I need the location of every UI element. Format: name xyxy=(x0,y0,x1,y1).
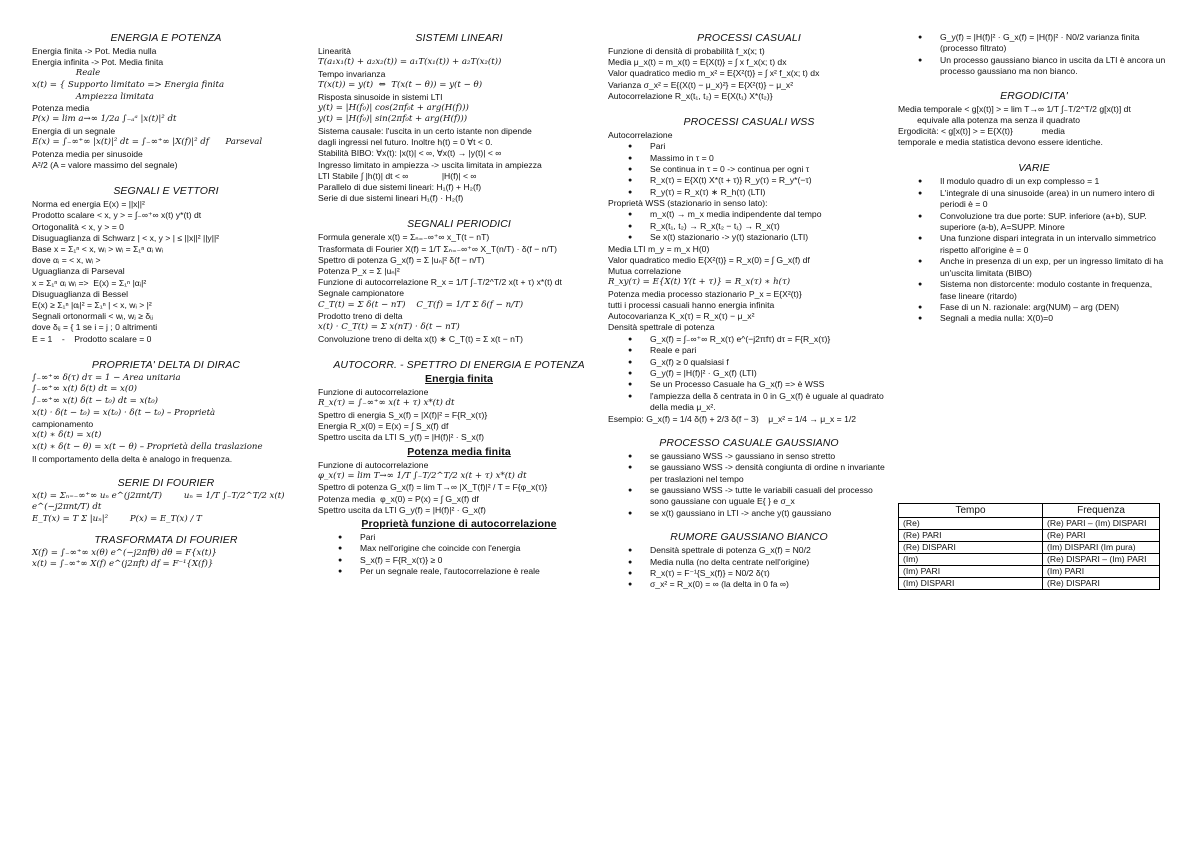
bullet-item: ● Media nulla (no delta centrate nell'origine) xyxy=(608,557,890,568)
section xyxy=(318,32,600,204)
text-line: Spettro di energia S_x(f) = |X(f)|² = F{R_x(τ)} xyxy=(318,410,488,421)
text-line: Parallelo di due sistemi lineari: H₁(f) + H₂(f) xyxy=(318,182,482,192)
formula-line: R_xy(τ) = E{X(t) Y(t + τ)} = R_x(τ) ∗ h(τ) xyxy=(608,277,791,288)
text-line: Risposta sinusoide in sistemi LTI xyxy=(318,91,443,102)
formula-line: φ_x(τ) = lim T→∞ 1/T ∫₋T/2^T/2 x(t + τ) x*(t) dt xyxy=(318,470,527,481)
text-line: dagli ingressi nel futuro. Inoltre h(t) = 0 ∀t < 0. xyxy=(318,137,493,148)
bullet-item: ● G_y(f) = |H(f)|² · G_x(f) (LTI) xyxy=(608,368,890,379)
section xyxy=(318,218,600,345)
section xyxy=(608,32,890,102)
section-title: PROCESSI CASUALI WSS xyxy=(683,116,815,129)
table-cell: (Re) DISPARI xyxy=(1043,578,1160,590)
text-line: Prodotto treno di delta xyxy=(318,311,403,322)
bullet-item: ● Pari xyxy=(318,532,600,543)
text-line: Energia di un segnale xyxy=(32,125,116,136)
formula-line: x(t) = { Supporto limitato => Energia finita xyxy=(32,80,225,90)
text-line: Valor quadratico medio E{X²(t)} = R_x(0) = ∫ G_x(f) df xyxy=(608,254,810,265)
text-line: Formula generale x(t) = Σₙ₌₋∞⁺∞ x_T(t − nT) xyxy=(318,232,490,243)
text-line: A²/2 (A = valore massimo del segnale) xyxy=(32,159,178,170)
text-line: E(x) ≥ Σ₁ⁿ |αᵢ|² = Σ₁ⁿ | < x, wᵢ > |² xyxy=(32,300,152,311)
section-title: ENERGIA E POTENZA xyxy=(110,32,222,44)
bullet-item: ● L'integrale di una sinusoide (area) in un numero intero di periodi è = 0 xyxy=(898,188,1170,211)
bullet-item: ● se gaussiano WSS -> tutte le variabili casuali del processo sono gaussiane con uguale E{ } e σ_x xyxy=(608,485,890,508)
text-line: x = Σ₁ⁿ αᵢ wᵢ => E(x) = Σ₁ⁿ |αᵢ|² xyxy=(32,277,147,288)
bullet-item: ● Il modulo quadro di un exp complesso = 1 xyxy=(898,176,1170,187)
column-3 xyxy=(608,32,890,591)
text-line: Media temporale < g[x(t)] > = lim T→∞ 1/T ∫₋T/2^T/2 g[x(t)] dt xyxy=(898,103,1131,114)
text-line: Potenza media φ_x(0) = P(x) = ∫ G_x(f) df xyxy=(318,493,479,504)
section xyxy=(32,477,300,526)
text-line: Funzione di autocorrelazione xyxy=(318,387,429,398)
text-line: dove αᵢ = < x, wᵢ > xyxy=(32,255,101,266)
formula-line: ∫₋∞⁺∞ δ(τ) dτ = 1 − Area unitaria xyxy=(32,372,181,383)
text-line: Linearità xyxy=(318,46,351,56)
formula-line: T(a₁x₁(t) + a₂x₂(t)) = a₁T(x₁(t)) + a₂T(x₂(t)) xyxy=(318,57,502,68)
text-line: Stabilità BIBO: ∀x(t): |x(t)| < ∞, ∀x(t) → |y(t)| < ∞ xyxy=(318,148,502,159)
section-title: AUTOCORR. - SPETTRO DI ENERGIA E POTENZA xyxy=(333,359,585,372)
text-line: Norma ed energia E(x) = ||x||² xyxy=(32,199,145,210)
text-line: Uguaglianza di Parseval xyxy=(32,266,125,277)
formula-line: Reale xyxy=(32,68,101,79)
formula-line: x(t) · δ(t − t₀) = x(t₀) · δ(t − t₀) – Proprietà xyxy=(32,407,216,418)
text-line: Tempo invarianza xyxy=(318,68,386,79)
section xyxy=(898,32,1170,78)
text-line: Proprietà WSS (stazionario in senso lato): xyxy=(608,198,768,209)
table-row xyxy=(899,530,1160,542)
column-4 xyxy=(898,32,1170,325)
text-line: Il comportamento della delta è analogo in frequenza. xyxy=(32,453,233,464)
bullet-item: ● Se un Processo Casuale ha G_x(f) => è WSS xyxy=(608,379,890,390)
text-line: Ergodicità: < g[x(t)] > = E{X(t)} media xyxy=(898,126,1065,137)
formula-line: ∫₋∞⁺∞ x(t) δ(t) dt = x(0) xyxy=(32,384,138,395)
table-cell: (Im) PARI xyxy=(899,566,1043,578)
formula-line: x(t) ∗ δ(t − θ) = x(t − θ) – Proprietà della traslazione xyxy=(32,442,263,452)
text-line: Convoluzione treno di delta x(t) ∗ C_T(t) = Σ x(t − nT) xyxy=(318,334,523,345)
text-line: LTI Stabile ∫ |h(t)| dt < ∞ |H(f)| < ∞ xyxy=(318,170,477,181)
text-line: Autocovarianza K_x(τ) = R_x(τ) − μ_x² xyxy=(608,311,755,322)
table-row xyxy=(899,554,1160,566)
formula-line: ∫₋∞⁺∞ x(t) δ(t − t₀) dt = x(t₀) xyxy=(32,396,159,407)
bullet-item: ● Reale e pari xyxy=(608,345,890,356)
bullet-item: ● Fase di un N. razionale: arg(NUM) – arg (DEN) xyxy=(898,302,1170,313)
bullet-item: ● se gaussiano WSS -> gaussiano in senso stretto xyxy=(608,451,890,462)
text-line: Media μ_x(t) = m_x(t) = E{X(t)} = ∫ x f_x(x; t) dx xyxy=(608,57,787,68)
bullet-item: ● se x(t) gaussiano in LTI -> anche y(t) gaussiano xyxy=(608,508,890,519)
formula-line: y(t) = |H(f₀)| sin(2πf₀t + arg(H(f))) xyxy=(318,114,468,125)
bullet-item: ● se gaussiano WSS -> densità congiunta di ordine n invariante per traslazioni nel tempo xyxy=(608,462,890,485)
section xyxy=(608,531,890,591)
table-cell: (Im) PARI xyxy=(1043,566,1160,578)
subsection-title: Potenza media finita xyxy=(407,445,511,458)
text-line: Spettro di potenza G_x(f) = lim T→∞ |X_T(f)|² / T = F{φ_x(τ)} xyxy=(318,482,548,493)
bullet-item: ● G_y(f) = |H(f)|² · G_x(f) = |H(f)|² · N0/2 varianza finita (processo filtrato) xyxy=(898,32,1170,55)
text-line: Potenza media per sinusoide xyxy=(32,148,143,159)
formula-line: Ampiezza limitata xyxy=(32,91,154,102)
table-header-frequency: Frequenza xyxy=(1043,504,1160,518)
text-line: Trasformata di Fourier X(f) = 1/T Σₙ₌₋∞⁺∞ X_T(n/T) · δ(f − n/T) xyxy=(318,243,557,254)
bullet-item: ● l'ampiezza della δ centrata in 0 in G_x(f) è uguale al quadrato della media μ_x². xyxy=(608,391,890,414)
text-line: Ingresso limitato in ampiezza -> uscita limitata in ampiezza xyxy=(318,159,542,170)
section xyxy=(898,90,1170,149)
text-line: Autocorrelazione R_x(t₁, t₂) = E{X(t₁) X*(t₂)} xyxy=(608,90,773,101)
table-cell: (Re) DISPARI – (Im) PARI xyxy=(1043,554,1160,566)
table-header-time: Tempo xyxy=(899,504,1043,518)
text-line: Densità spettrale di potenza xyxy=(608,322,715,333)
text-line: Segnali ortonormali < wᵢ, wⱼ ≥ δᵢⱼ xyxy=(32,311,154,322)
text-line: Autocorrelazione xyxy=(608,130,673,141)
formula-line: X(f) = ∫₋∞⁺∞ x(θ) e^(−j2πfθ) dθ = F{x(t)} xyxy=(32,547,218,558)
section xyxy=(608,437,890,519)
bullet-item: ● Densità spettrale di potenza G_x(f) = N0/2 xyxy=(608,545,890,556)
section-title: SEGNALI E VETTORI xyxy=(113,185,219,198)
bullet-item: ● R_y(τ) = R_x(τ) ∗ R_h(τ) (LTI) xyxy=(608,187,890,198)
column-2 xyxy=(318,32,600,578)
text-line: Mutua correlazione xyxy=(608,266,682,277)
text-line: Energia infinita -> Pot. Media finita xyxy=(32,57,164,68)
section-title: PROPRIETA' DELTA DI DIRAC xyxy=(91,358,241,371)
section-title: ERGODICITA' xyxy=(1000,89,1068,102)
section xyxy=(32,534,300,571)
text-line: Varianza σ_x² = E{(X(t) − μ_x)²} = E{X²(t)} − μ_x² xyxy=(608,79,794,90)
text-line: tutti i processi casuali hanno energia infinita xyxy=(608,300,775,311)
text-line: Potenza media processo stazionario P_x = E{X²(t)} xyxy=(608,288,802,299)
table-row xyxy=(899,578,1160,590)
bullet-item: ● R_x(τ) = E{X(t) X*(t + τ)} R_y(τ) = R_y*(−τ) xyxy=(608,175,890,186)
formula-line: P(x) = lim a→∞ 1/2a ∫₋ₐᵃ |x(t)|² dt xyxy=(32,114,177,125)
section xyxy=(898,162,1170,324)
bullet-item: ● R_x(t₁, t₂) → R_x(t₂ − t₁) → R_x(τ) xyxy=(608,221,890,232)
table-cell: (Re) PARI xyxy=(1043,530,1160,542)
formula-line: x(t) · C_T(t) = Σ x(nT) · δ(t − nT) xyxy=(318,322,460,333)
subsection-title: Energia finita xyxy=(425,373,493,386)
table-cell: (Im) DISPARI xyxy=(899,578,1043,590)
text-line: Spettro uscita da LTI G_y(f) = |H(f)|² · G_x(f) xyxy=(318,504,486,515)
text-line: Funzione di autocorrelazione xyxy=(318,459,429,470)
text-line: Sistema causale: l'uscita in un certo istante non dipende xyxy=(318,125,532,136)
subsection-title: Proprietà funzione di autocorrelazione xyxy=(361,518,557,531)
text-line: E = 1 - Prodotto scalare = 0 xyxy=(32,333,152,344)
bullet-item: ● S_x(f) = F{R_x(τ)} ≥ 0 xyxy=(318,555,600,566)
text-line: Disuguaglianza di Bessel xyxy=(32,288,129,299)
text-line: Spettro uscita da LTI S_y(f) = |H(f)|² · S_x(f) xyxy=(318,432,484,443)
text-line: campionamento xyxy=(32,419,94,430)
text-line: Energia R_x(0) = E(x) = ∫ S_x(f) df xyxy=(318,421,449,432)
formula-line: x(t) = Σₙ₌₋∞⁺∞ uₙ e^(j2πnt/T) uₙ = 1/T ∫₋T/2^T/2 x(t) e^(−j2πnt/T) dt xyxy=(32,490,288,513)
text-line: Ortogonalità < x, y > = 0 xyxy=(32,221,124,232)
table-cell: (Im) xyxy=(899,554,1043,566)
section xyxy=(318,359,600,577)
text-line: dove δᵢⱼ = { 1 se i = j ; 0 altrimenti xyxy=(32,322,158,333)
section-title: VARIE xyxy=(1018,162,1050,175)
formula-line: E_T(x) = T Σ |uₙ|² P(x) = E_T(x) / T xyxy=(32,513,202,524)
section xyxy=(608,116,890,425)
section xyxy=(32,359,300,465)
bullet-item: ● Un processo gaussiano bianco in uscita da LTI è ancora un processo gaussiano ma non bianco. xyxy=(898,55,1170,78)
table-cell: (Re) DISPARI xyxy=(899,542,1043,554)
text-line: Funzione di densità di probabilità f_x(x; t) xyxy=(608,46,765,56)
text-line: Prodotto scalare < x, y > = ∫₋∞⁺∞ x(t) y*(t) dt xyxy=(32,210,202,221)
bullet-item: ● Per un segnale reale, l'autocorrelazione è reale xyxy=(318,566,600,577)
section-title: SISTEMI LINEARI xyxy=(415,32,503,44)
text-line: Base x = Σ₁ⁿ < x, wᵢ > wᵢ = Σ₁ⁿ αᵢ wᵢ xyxy=(32,244,163,254)
text-line: Energia finita -> Pot. Media nulla xyxy=(32,46,157,56)
bullet-item: ● Anche in presenza di un exp, per un ingresso limitato di ha un'uscita limitata (BIBO) xyxy=(898,256,1170,279)
bullet-item: ● Pari xyxy=(608,141,890,152)
bullet-item: ● σ_x² = R_x(0) = ∞ (la delta in 0 fa ∞) xyxy=(608,579,890,590)
formula-line: R_x(τ) = ∫₋∞⁺∞ x(t + τ) x*(t) dt xyxy=(318,398,455,409)
text-line: temporale e media statistica devono essere identiche. xyxy=(898,137,1103,148)
bullet-item: ● Sistema non distorcente: modulo costante in frequenza, fase lineare (ritardo) xyxy=(898,279,1170,302)
text-line: Valor quadratico medio m_x² = E{X²(t)} = ∫ x² f_x(x; t) dx xyxy=(608,68,820,79)
formula-line: y(t) = |H(f₀)| cos(2πf₀t + arg(H(f))) xyxy=(318,102,469,113)
table-cell: (Re) PARI – (Im) DISPARI xyxy=(1043,518,1160,530)
text-line: Disuguaglianza di Schwarz | < x, y > | ≤ ||x||² ||y||² xyxy=(32,232,220,243)
table-cell: (Re) xyxy=(899,518,1043,530)
formula-line: E(x) = ∫₋∞⁺∞ |x(t)|² dt = ∫₋∞⁺∞ |X(f)|² df Parseval xyxy=(32,137,263,148)
section-title: PROCESSI CASUALI xyxy=(697,32,801,44)
table-row xyxy=(899,566,1160,578)
parity-table xyxy=(898,503,1160,590)
formula-line: C_T(t) = Σ δ(t − nT) C_T(f) = 1/T Σ δ(f − n/T) xyxy=(318,299,524,310)
section-title: PROCESSO CASUALE GAUSSIANO xyxy=(659,436,839,449)
formula-line: x(t) ∗ δ(t) = x(t) xyxy=(32,430,102,441)
section xyxy=(32,185,300,345)
bullet-item: ● Una funzione dispari integrata in un intervallo simmetrico rispetto all'origine è = 0 xyxy=(898,233,1170,256)
text-line: Serie di due sistemi lineari H₁(f) · H₂(f) xyxy=(318,193,464,204)
text-line: Media LTI m_y = m_x H(0) xyxy=(608,243,710,254)
text-line: Segnale campionatore xyxy=(318,288,404,299)
text-line: Spettro di potenza G_x(f) = Σ |uₙ|² δ(f − n/T) xyxy=(318,254,485,265)
section-title: SEGNALI PERIODICI xyxy=(407,218,511,231)
table-row xyxy=(899,518,1160,530)
bullet-item: ● Convoluzione tra due porte: SUP. inferiore (a+b), SUP. superiore (a-b), A=SUPP. Minore xyxy=(898,211,1170,234)
text-line: Esempio: G_x(f) = 1/4 δ(f) + 2/3 δ(f − 3) μ_x² = 1/4 → μ_x = 1/2 xyxy=(608,413,857,424)
text-line: Potenza P_x = Σ |uₙ|² xyxy=(318,266,400,277)
section xyxy=(32,32,300,171)
formula-line: x(t) = ∫₋∞⁺∞ X(f) e^(j2πft) df = F⁻¹{X(f)} xyxy=(32,559,214,570)
bullet-item: ● m_x(t) → m_x media indipendente dal tempo xyxy=(608,209,890,220)
bullet-item: ● Se continua in τ = 0 -> continua per ogni τ xyxy=(608,164,890,175)
formula-line: T(x(t)) = y(t) ⇔ T(x(t − θ)) = y(t − θ) xyxy=(318,80,483,90)
text-line: Funzione di autocorrelazione R_x = 1/T ∫₋T/2^T/2 x(t + τ) x*(t) dt xyxy=(318,277,562,288)
parity-table-wrapper xyxy=(898,503,1160,590)
table-cell: (Im) DISPARI (Im pura) xyxy=(1043,542,1160,554)
bullet-item: ● Max nell'origine che coincide con l'energia xyxy=(318,543,600,554)
table-cell: (Re) PARI xyxy=(899,530,1043,542)
column-1 xyxy=(32,32,300,571)
bullet-item: ● Se x(t) stazionario -> y(t) stazionario (LTI) xyxy=(608,232,890,243)
table-row xyxy=(899,542,1160,554)
text-line: Potenza media xyxy=(32,103,90,114)
bullet-item: ● R_x(τ) = F⁻¹{S_x(f)} = N0/2 δ(τ) xyxy=(608,568,890,579)
bullet-item: ● Segnali a media nulla: X(0)=0 xyxy=(898,313,1170,324)
text-line: equivale alla potenza ma senza il quadrato xyxy=(898,114,1081,125)
bullet-item: ● Massimo in τ = 0 xyxy=(608,153,890,164)
bullet-item: ● G_x(f) ≥ 0 qualsiasi f xyxy=(608,357,890,368)
bullet-item: ● G_x(f) = ∫₋∞⁺∞ R_x(τ) e^(−j2πfτ) dτ = F{R_x(τ)} xyxy=(608,334,890,345)
section-title: RUMORE GAUSSIANO BIANCO xyxy=(670,531,828,544)
section-title: TRASFORMATA DI FOURIER xyxy=(94,533,238,546)
section-title: SERIE DI FOURIER xyxy=(117,476,215,489)
